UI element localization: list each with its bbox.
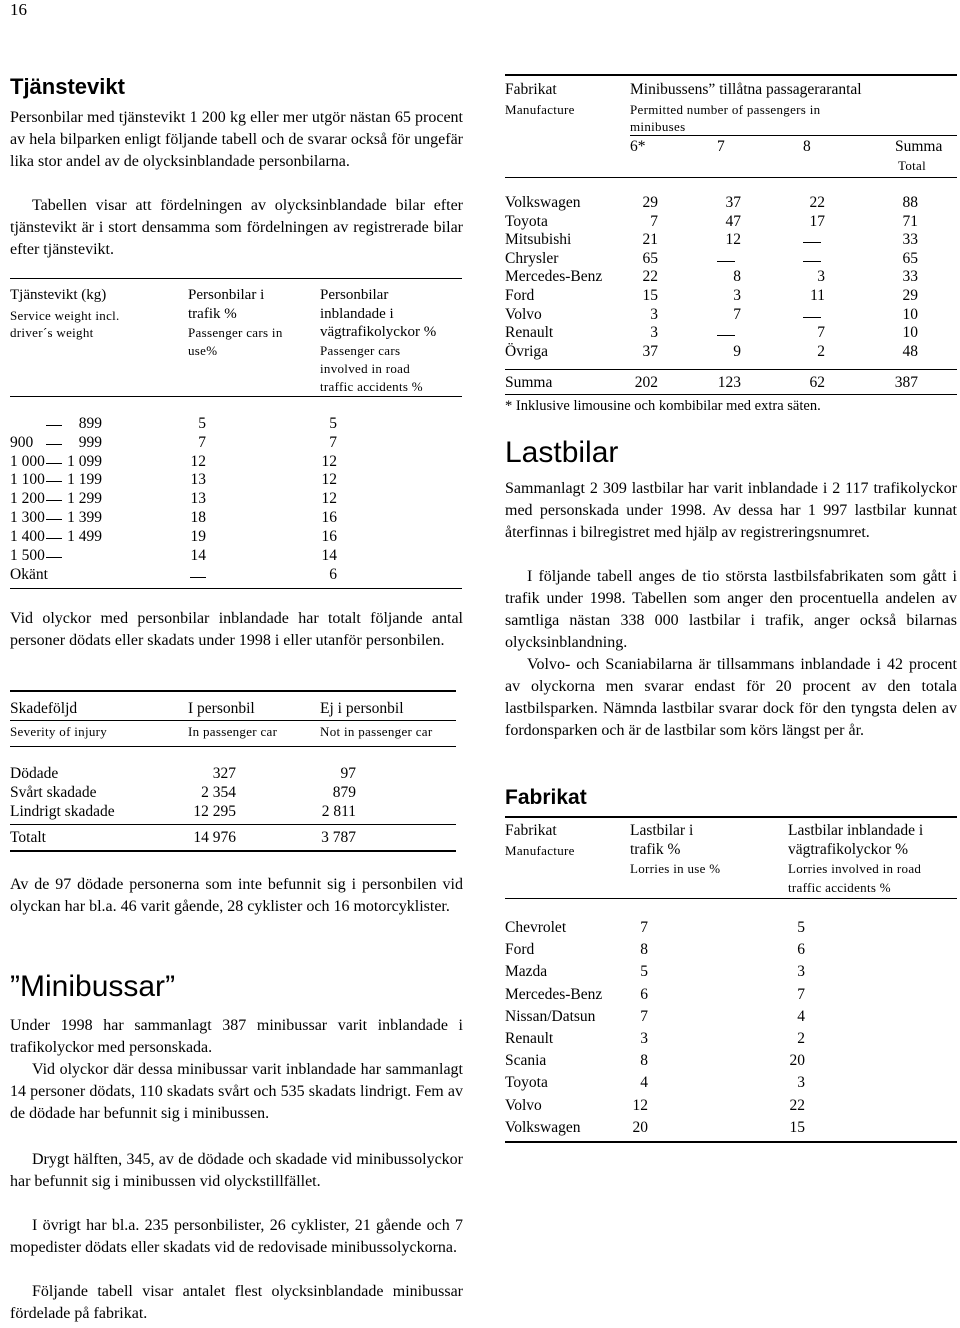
table3-empty-dash (803, 261, 821, 262)
table4-header-accidents: Lastbilar inblandade i (788, 822, 924, 839)
table2-in-car-value: 2 354 (201, 784, 236, 801)
table2-header-severity-en: Severity of injury (10, 724, 108, 739)
table1-inuse-value: 14 (190, 546, 206, 564)
table2-not-in-car-value: 97 (340, 765, 356, 782)
table1-weight-from: 1 200 (10, 490, 45, 508)
table2-total-label: Totalt (10, 829, 46, 846)
table1-weight-from: 1 100 (10, 471, 45, 489)
table4-bottom-rule (505, 1141, 957, 1143)
table2-in-car-value: 327 (212, 765, 236, 782)
para-injuries-intro: Vid olyckor med personbilar inblandade har totalt följande antal personer dödats eller skadats under 1998 i eller utanför personbilen. (10, 610, 463, 649)
table3-sum-rule (505, 369, 957, 370)
table2-header-rule (10, 746, 456, 747)
table3-total-value: 33 (902, 231, 918, 249)
table1-accidents-value: 12 (321, 490, 337, 508)
table2-top-rule (10, 690, 456, 692)
table3-header-rule (505, 177, 957, 178)
table4-inuse-value: 3 (640, 1030, 648, 1047)
table4-header-rule (505, 898, 957, 899)
table3-six-value: 3 (650, 324, 658, 342)
table1-inuse-value: 7 (198, 433, 206, 451)
table2-header-in-car-en: In passenger car (188, 724, 278, 739)
table1-header-inuse-en1: Passenger cars in (188, 325, 283, 340)
table1-header-rule (10, 396, 462, 397)
table1-header-inuse-en2: use% (188, 343, 218, 358)
table4-inuse-value: 12 (632, 1096, 648, 1114)
table3-six-value: 15 (642, 287, 658, 304)
section-heading-tjanstevikt: Tjänstevikt (10, 74, 125, 99)
table1-header-inuse-2: trafik % (188, 306, 237, 322)
table1-accidents-value: 5 (329, 415, 337, 432)
table1-weight-from: 900 (10, 433, 34, 451)
table3-make: Toyota (505, 212, 548, 230)
table1-header-accidents-en2: involved in road (320, 361, 411, 376)
table4-accidents-value: 2 (797, 1030, 805, 1047)
table1-inuse-value: 19 (190, 527, 206, 545)
table1-weight-to: 899 (78, 415, 102, 432)
table1-range-dash (46, 519, 62, 520)
table2-header-in-car: I personbil (188, 700, 255, 717)
table3-header-seven: 7 (717, 138, 725, 155)
table3-header-subrule (630, 135, 957, 136)
table3-eight-value: 7 (817, 324, 825, 342)
table3-total-value: 88 (902, 194, 918, 211)
table2-not-in-car-value: 879 (332, 784, 356, 801)
table1-inuse-value: 5 (198, 415, 206, 432)
table3-header-sum: Summa (895, 138, 943, 155)
table3-seven-value: 47 (725, 212, 741, 230)
table1-accidents-value: 14 (321, 546, 337, 564)
table1-header-accidents-3: vägtrafikolyckor % (320, 324, 437, 340)
table3-total-value: 65 (902, 249, 918, 267)
minibussar-heading-text: Minibussar (20, 970, 166, 1003)
minibus-paragraph-5: Följande tabell visar antalet flest olycksinblandade minibussar fördelade på fabrikat. (10, 1283, 463, 1322)
table4-make: Toyota (505, 1074, 548, 1092)
table3-seven-value: 3 (733, 287, 741, 304)
table2-total-in-car: 14 976 (193, 829, 236, 846)
table1-range-dash (46, 500, 62, 501)
table3-six-value: 7 (650, 212, 658, 230)
table2-total-not-in-car: 3 787 (321, 829, 356, 846)
table1-unknown-value: 6 (329, 566, 337, 583)
table3-total-value: 33 (902, 268, 918, 286)
lorry-paragraph-2: I följande tabell anges de tio största lastbilsfabrikaten som gått i trafik under 1998. Tabellen som anger den procentuella andelen av samtliga nästan 338 000 lastbilar i trafik, anger också bilarnas olycksinblandning. (505, 568, 957, 651)
table1-accidents-value: 16 (321, 509, 337, 526)
table1-weight-to: 1 299 (67, 490, 102, 508)
table4-inuse-value: 7 (640, 1007, 648, 1025)
table2-header-not-in-car-en: Not in passenger car (320, 724, 433, 739)
table4-make: Renault (505, 1030, 554, 1047)
table4-inuse-value: 5 (640, 963, 648, 981)
table3-make: Ford (505, 287, 535, 304)
table1-unknown-dash (190, 577, 206, 578)
table1-accidents-value: 12 (321, 452, 337, 470)
minibus-paragraph-4: I övrigt har bl.a. 235 personbilister, 26 cyklister, 21 gående och 7 mopedister dödats eller skadats vid de redovisade minibussolyckorna. (10, 1217, 463, 1256)
table3-total-value: 29 (902, 287, 918, 304)
table4-inuse-value: 4 (640, 1074, 648, 1092)
table1-accidents-value: 16 (321, 527, 337, 545)
table3-sum-eight: 62 (809, 374, 825, 391)
table1-header-accidents-en1: Passenger cars (320, 343, 401, 358)
table4-make: Ford (505, 941, 535, 959)
table4-accidents-value: 22 (789, 1096, 805, 1114)
table3-header-make: Fabrikat (505, 81, 557, 98)
lorry-paragraph-1: Sammanlagt 2 309 lastbilar har varit inblandade i 2 117 trafikolyckor med personskada under 1998. Av dessa har 1 997 lastbilar kunnat återfinnas i bilregistret med hjälp av registreringsnumret. (505, 480, 957, 541)
lorry-paragraph-3: Volvo- och Scaniabilarna är tillsammans inblandade i 42 procent av olyckorna men svarar endast för 20 procent av den totala lastbilsparken. Nämnda lastbilar svarar dock för den tyngsta delen av fordonsparken och är de lastbilar som körs längst per år. (505, 656, 957, 739)
table3-empty-dash (803, 317, 821, 318)
table3-seven-value: 12 (725, 231, 741, 249)
table1-weight-to: 1 099 (67, 452, 102, 470)
table3-make: Renault (505, 324, 554, 342)
table4-header-accidents-2: vägtrafikolyckor % (788, 841, 909, 858)
para-pedestrians: Av de 97 dödade personerna som inte befunnit sig i personbilen vid olyckan har bl.a. 46 varit gående, 28 cyklister och 16 motorcyklister. (10, 876, 463, 915)
minibus-paragraph-1: Under 1998 har sammanlagt 387 minibussar varit inblandade i trafikolyckor med personskada. (10, 1017, 463, 1056)
table3-eight-value: 22 (809, 194, 825, 211)
table3-seven-value: 8 (733, 268, 741, 286)
table2-mid-rule (10, 720, 456, 721)
table3-seven-value: 7 (733, 305, 741, 323)
table1-header-accidents-2: inblandade i (320, 306, 394, 322)
table3-header-six: 6* (630, 138, 646, 155)
table3-make: Övriga (505, 342, 549, 360)
table1-range-dash (46, 425, 62, 426)
table4-accidents-value: 4 (797, 1007, 805, 1025)
table3-make: Mitsubishi (505, 231, 572, 249)
table3-total-value: 10 (902, 305, 918, 323)
table4-header-make-en: Manufacture (505, 843, 575, 858)
table2-row-label: Lindrigt skadade (10, 803, 115, 820)
table1-inuse-value: 13 (190, 471, 206, 489)
table3-header-main-en2: minibuses (630, 119, 686, 134)
table2-header-severity: Skadeföljd (10, 700, 78, 717)
table3-six-value: 22 (642, 268, 658, 286)
table1-range-dash (46, 538, 62, 539)
table4-accidents-value: 3 (797, 1074, 805, 1092)
page-number: 16 (10, 0, 27, 19)
table3-empty-dash (717, 335, 735, 336)
table3-header-main-en1: Permitted number of passengers in (630, 102, 821, 117)
minibus-paragraph-3: Drygt hälften, 345, av de dödade och skadade vid minibussolyckor har befunnit sig i minibussen vid olyckstillfället. (10, 1151, 463, 1190)
intro-paragraph-2: Tabellen visar att fördelningen av olycksinblandade bilar efter tjänstevikt är i stort densamma som fördelningen av registrerade bilar efter tjänstevikt. (10, 197, 463, 258)
table4-accidents-value: 15 (789, 1118, 805, 1136)
table1-header-inuse: Personbilar i (188, 287, 265, 303)
table3-sum-seven: 123 (717, 374, 741, 391)
table2-not-in-car-value: 2 811 (321, 803, 356, 820)
table4-make: Mazda (505, 963, 548, 981)
table4-inuse-value: 20 (632, 1118, 648, 1136)
table4-inuse-value: 8 (640, 941, 648, 959)
table1-header-accidents-en3: traffic accidents % (320, 379, 423, 394)
table3-eight-value: 3 (817, 268, 825, 286)
table3-six-value: 29 (642, 194, 658, 211)
table4-accidents-value: 5 (797, 919, 805, 936)
section-heading-lastbilar: Lastbilar (505, 436, 619, 469)
table1-accidents-value: 7 (329, 433, 337, 451)
table4-make: Mercedes-Benz (505, 985, 603, 1003)
table1-range-dash (46, 463, 62, 464)
table4-accidents-value: 3 (797, 963, 805, 981)
table1-header-weight: Tjänstevikt (kg) (10, 287, 107, 303)
table1-range-dash (46, 444, 62, 445)
intro-paragraph-1: Personbilar med tjänstevikt 1 200 kg eller mer utgör nästan 65 procent av hela bilparken enligt följande tabell och de svarar också för ungefär lika stor andel av de olycksinblandade personbilarna. (10, 109, 463, 170)
table1-accidents-value: 12 (321, 471, 337, 489)
table1-weight-from: 1 300 (10, 509, 45, 526)
table2-header-not-in-car: Ej i personbil (320, 700, 404, 717)
table3-six-value: 21 (642, 231, 658, 249)
table4-header-accidents-en2: traffic accidents % (788, 880, 891, 895)
table3-total-value: 71 (902, 212, 918, 230)
table1-header-accidents: Personbilar (320, 287, 389, 303)
table1-inuse-value: 13 (190, 490, 206, 508)
section-heading-minibussar: ”Minibussar” (10, 970, 176, 1003)
table4-make: Nissan/Datsun (505, 1007, 596, 1025)
table3-header-main: Minibussens” tillåtna passagerarantal (630, 81, 862, 98)
table3-total-value: 48 (902, 342, 918, 360)
table4-make: Volvo (505, 1096, 542, 1114)
table3-empty-dash (717, 261, 735, 262)
table3-eight-value: 2 (817, 342, 825, 360)
table3-seven-value: 9 (733, 342, 741, 360)
table4-header-inuse-2: trafik % (630, 841, 681, 858)
table2-row-label: Svårt skadade (10, 784, 97, 801)
table1-range-dash (46, 481, 62, 482)
table4-header-inuse-en: Lorries in use % (630, 861, 721, 876)
table3-make: Volkswagen (505, 194, 581, 211)
table4-make: Chevrolet (505, 919, 567, 936)
table2-bottom-rule (10, 850, 456, 852)
table3-header-make-en: Manufacture (505, 102, 575, 117)
table4-header-inuse: Lastbilar i (630, 822, 694, 839)
table1-header-weight-en1: Service weight incl. (10, 308, 120, 323)
table3-eight-value: 17 (809, 212, 825, 230)
table3-six-value: 37 (642, 342, 658, 360)
table4-inuse-value: 7 (640, 919, 648, 936)
table4-make: Volkswagen (505, 1118, 581, 1136)
table1-bottom-rule (10, 588, 462, 589)
table1-unknown-label: Okänt (10, 566, 48, 583)
table2-in-car-value: 12 295 (193, 803, 236, 820)
table3-footnote: * Inklusive limousine och kombibilar med extra säten. (505, 398, 821, 414)
table3-sum-total: 387 (894, 374, 918, 391)
table3-six-value: 65 (642, 249, 658, 267)
table3-empty-dash (803, 242, 821, 243)
table4-make: Scania (505, 1052, 547, 1070)
table1-weight-to: 1 199 (67, 471, 102, 489)
table1-weight-from: 1 000 (10, 452, 45, 470)
table1-header-weight-en2: driver´s weight (10, 325, 94, 340)
table3-eight-value: 11 (810, 287, 825, 304)
table3-header-sum-en: Total (898, 158, 927, 173)
table3-header-eight: 8 (803, 138, 811, 155)
table3-make: Chrysler (505, 249, 559, 267)
minibus-paragraph-2: Vid olyckor där dessa minibussar varit inblandade har sammanlagt 14 personer dödats, 110 skadats svårt och 535 skadats lindrigt. Fem av de dödade har befunnit sig i minibussen. (10, 1061, 463, 1122)
table3-top-rule (505, 74, 957, 76)
table3-sum-six: 202 (634, 374, 658, 391)
section-heading-fabrikat: Fabrikat (505, 786, 587, 809)
table4-accidents-value: 7 (797, 985, 805, 1003)
table3-total-value: 10 (902, 324, 918, 342)
table1-inuse-value: 12 (190, 452, 206, 470)
table2-row-label: Dödade (10, 765, 59, 782)
table2-total-rule (10, 824, 456, 825)
table1-top-rule (10, 278, 462, 279)
table3-sum-label: Summa (505, 374, 553, 391)
table4-accidents-value: 20 (789, 1052, 805, 1070)
table3-bottom-rule (505, 394, 957, 395)
table4-inuse-value: 6 (640, 985, 648, 1003)
table4-inuse-value: 8 (640, 1052, 648, 1070)
table3-make: Mercedes-Benz (505, 268, 603, 286)
table4-accidents-value: 6 (797, 941, 805, 959)
table1-range-dash (46, 557, 62, 558)
table4-header-accidents-en1: Lorries involved in road (788, 861, 922, 876)
table3-make: Volvo (505, 305, 542, 323)
table4-top-rule (505, 816, 957, 818)
table1-weight-to: 1 499 (67, 527, 102, 545)
table1-inuse-value: 18 (190, 509, 206, 526)
table3-seven-value: 37 (725, 194, 741, 211)
table4-header-make: Fabrikat (505, 822, 557, 839)
table3-six-value: 3 (650, 305, 658, 323)
table1-weight-to: 999 (78, 433, 102, 451)
table1-weight-from: 1 400 (10, 527, 45, 545)
table1-weight-to: 1 399 (67, 509, 102, 526)
table1-weight-from: 1 500 (10, 546, 45, 564)
